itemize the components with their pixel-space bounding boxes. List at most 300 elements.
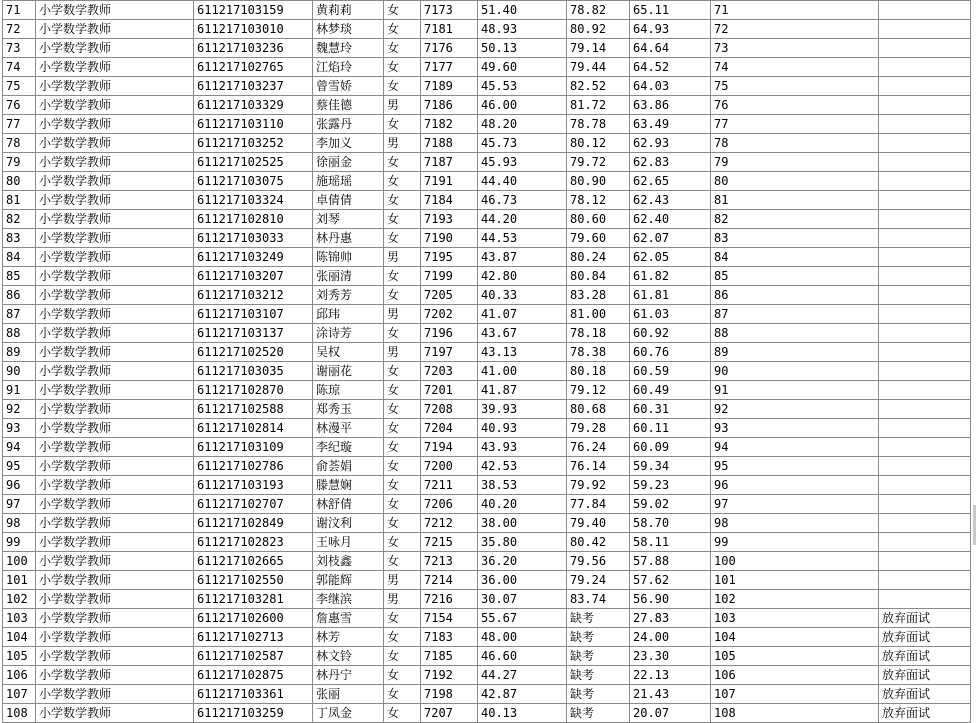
total-score-cell[interactable]: 60.92	[630, 324, 711, 343]
exam-id-cell[interactable]: 611217103252	[194, 134, 313, 153]
remark-cell[interactable]	[879, 229, 971, 248]
final-rank-cell[interactable]: 85	[711, 267, 879, 286]
written-score-cell[interactable]: 46.60	[478, 647, 567, 666]
rank-cell[interactable]: 104	[3, 628, 36, 647]
name-cell[interactable]: 詹惠雪	[313, 609, 384, 628]
name-cell[interactable]: 涂诗芳	[313, 324, 384, 343]
gender-cell[interactable]: 女	[384, 172, 421, 191]
exam-id-cell[interactable]: 611217102849	[194, 514, 313, 533]
seat-number-cell[interactable]: 7173	[421, 1, 478, 20]
total-score-cell[interactable]: 65.11	[630, 1, 711, 20]
total-score-cell[interactable]: 61.81	[630, 286, 711, 305]
remark-cell[interactable]	[879, 381, 971, 400]
gender-cell[interactable]: 女	[384, 362, 421, 381]
gender-cell[interactable]: 女	[384, 476, 421, 495]
seat-number-cell[interactable]: 7181	[421, 20, 478, 39]
name-cell[interactable]: 卓倩倩	[313, 191, 384, 210]
total-score-cell[interactable]: 60.49	[630, 381, 711, 400]
exam-id-cell[interactable]: 611217102588	[194, 400, 313, 419]
position-cell[interactable]: 小学数学教师	[36, 590, 194, 609]
interview-score-cell[interactable]: 80.42	[567, 533, 630, 552]
final-rank-cell[interactable]: 91	[711, 381, 879, 400]
name-cell[interactable]: 李加义	[313, 134, 384, 153]
final-rank-cell[interactable]: 108	[711, 704, 879, 723]
seat-number-cell[interactable]: 7213	[421, 552, 478, 571]
rank-cell[interactable]: 73	[3, 39, 36, 58]
remark-cell[interactable]: 放弃面试	[879, 704, 971, 723]
final-rank-cell[interactable]: 79	[711, 153, 879, 172]
name-cell[interactable]: 谢汶利	[313, 514, 384, 533]
written-score-cell[interactable]: 45.93	[478, 153, 567, 172]
exam-id-cell[interactable]: 611217103281	[194, 590, 313, 609]
position-cell[interactable]: 小学数学教师	[36, 495, 194, 514]
remark-cell[interactable]	[879, 324, 971, 343]
interview-score-cell[interactable]: 80.60	[567, 210, 630, 229]
interview-score-cell[interactable]: 82.52	[567, 77, 630, 96]
gender-cell[interactable]: 女	[384, 685, 421, 704]
written-score-cell[interactable]: 44.53	[478, 229, 567, 248]
total-score-cell[interactable]: 62.05	[630, 248, 711, 267]
name-cell[interactable]: 刘枝鑫	[313, 552, 384, 571]
exam-id-cell[interactable]: 611217102587	[194, 647, 313, 666]
total-score-cell[interactable]: 62.83	[630, 153, 711, 172]
gender-cell[interactable]: 女	[384, 153, 421, 172]
written-score-cell[interactable]: 35.80	[478, 533, 567, 552]
remark-cell[interactable]: 放弃面试	[879, 628, 971, 647]
remark-cell[interactable]	[879, 343, 971, 362]
exam-id-cell[interactable]: 611217102707	[194, 495, 313, 514]
rank-cell[interactable]: 98	[3, 514, 36, 533]
position-cell[interactable]: 小学数学教师	[36, 476, 194, 495]
remark-cell[interactable]	[879, 533, 971, 552]
seat-number-cell[interactable]: 7177	[421, 58, 478, 77]
seat-number-cell[interactable]: 7201	[421, 381, 478, 400]
exam-id-cell[interactable]: 611217102810	[194, 210, 313, 229]
position-cell[interactable]: 小学数学教师	[36, 115, 194, 134]
total-score-cell[interactable]: 59.23	[630, 476, 711, 495]
exam-id-cell[interactable]: 611217103237	[194, 77, 313, 96]
final-rank-cell[interactable]: 82	[711, 210, 879, 229]
exam-id-cell[interactable]: 611217102786	[194, 457, 313, 476]
written-score-cell[interactable]: 43.93	[478, 438, 567, 457]
total-score-cell[interactable]: 57.62	[630, 571, 711, 590]
name-cell[interactable]: 张露丹	[313, 115, 384, 134]
interview-score-cell[interactable]: 缺考	[567, 666, 630, 685]
final-rank-cell[interactable]: 80	[711, 172, 879, 191]
exam-id-cell[interactable]: 611217103137	[194, 324, 313, 343]
rank-cell[interactable]: 75	[3, 77, 36, 96]
seat-number-cell[interactable]: 7183	[421, 628, 478, 647]
name-cell[interactable]: 李纪璇	[313, 438, 384, 457]
interview-score-cell[interactable]: 79.44	[567, 58, 630, 77]
written-score-cell[interactable]: 41.87	[478, 381, 567, 400]
position-cell[interactable]: 小学数学教师	[36, 210, 194, 229]
rank-cell[interactable]: 93	[3, 419, 36, 438]
final-rank-cell[interactable]: 95	[711, 457, 879, 476]
written-score-cell[interactable]: 36.20	[478, 552, 567, 571]
interview-score-cell[interactable]: 79.14	[567, 39, 630, 58]
remark-cell[interactable]	[879, 96, 971, 115]
name-cell[interactable]: 陈琼	[313, 381, 384, 400]
exam-id-cell[interactable]: 611217102525	[194, 153, 313, 172]
final-rank-cell[interactable]: 93	[711, 419, 879, 438]
rank-cell[interactable]: 99	[3, 533, 36, 552]
name-cell[interactable]: 吴权	[313, 343, 384, 362]
seat-number-cell[interactable]: 7186	[421, 96, 478, 115]
seat-number-cell[interactable]: 7206	[421, 495, 478, 514]
total-score-cell[interactable]: 56.90	[630, 590, 711, 609]
seat-number-cell[interactable]: 7194	[421, 438, 478, 457]
seat-number-cell[interactable]: 7184	[421, 191, 478, 210]
written-score-cell[interactable]: 51.40	[478, 1, 567, 20]
rank-cell[interactable]: 77	[3, 115, 36, 134]
gender-cell[interactable]: 女	[384, 609, 421, 628]
seat-number-cell[interactable]: 7207	[421, 704, 478, 723]
position-cell[interactable]: 小学数学教师	[36, 77, 194, 96]
final-rank-cell[interactable]: 76	[711, 96, 879, 115]
exam-id-cell[interactable]: 611217103033	[194, 229, 313, 248]
interview-score-cell[interactable]: 80.18	[567, 362, 630, 381]
final-rank-cell[interactable]: 104	[711, 628, 879, 647]
position-cell[interactable]: 小学数学教师	[36, 381, 194, 400]
interview-score-cell[interactable]: 80.84	[567, 267, 630, 286]
name-cell[interactable]: 谢丽花	[313, 362, 384, 381]
gender-cell[interactable]: 男	[384, 134, 421, 153]
total-score-cell[interactable]: 23.30	[630, 647, 711, 666]
gender-cell[interactable]: 女	[384, 324, 421, 343]
interview-score-cell[interactable]: 83.74	[567, 590, 630, 609]
rank-cell[interactable]: 100	[3, 552, 36, 571]
name-cell[interactable]: 林芳	[313, 628, 384, 647]
written-score-cell[interactable]: 48.00	[478, 628, 567, 647]
rank-cell[interactable]: 107	[3, 685, 36, 704]
seat-number-cell[interactable]: 7196	[421, 324, 478, 343]
remark-cell[interactable]	[879, 514, 971, 533]
final-rank-cell[interactable]: 89	[711, 343, 879, 362]
interview-score-cell[interactable]: 80.90	[567, 172, 630, 191]
exam-id-cell[interactable]: 611217102600	[194, 609, 313, 628]
position-cell[interactable]: 小学数学教师	[36, 39, 194, 58]
exam-id-cell[interactable]: 611217102823	[194, 533, 313, 552]
exam-id-cell[interactable]: 611217103159	[194, 1, 313, 20]
seat-number-cell[interactable]: 7188	[421, 134, 478, 153]
final-rank-cell[interactable]: 107	[711, 685, 879, 704]
final-rank-cell[interactable]: 86	[711, 286, 879, 305]
name-cell[interactable]: 曾雪娇	[313, 77, 384, 96]
position-cell[interactable]: 小学数学教师	[36, 153, 194, 172]
remark-cell[interactable]	[879, 362, 971, 381]
remark-cell[interactable]: 放弃面试	[879, 666, 971, 685]
written-score-cell[interactable]: 38.00	[478, 514, 567, 533]
name-cell[interactable]: 魏慧玲	[313, 39, 384, 58]
name-cell[interactable]: 刘琴	[313, 210, 384, 229]
interview-score-cell[interactable]: 79.72	[567, 153, 630, 172]
seat-number-cell[interactable]: 7193	[421, 210, 478, 229]
name-cell[interactable]: 黄莉莉	[313, 1, 384, 20]
position-cell[interactable]: 小学数学教师	[36, 438, 194, 457]
remark-cell[interactable]	[879, 495, 971, 514]
interview-score-cell[interactable]: 79.92	[567, 476, 630, 495]
exam-id-cell[interactable]: 611217103109	[194, 438, 313, 457]
total-score-cell[interactable]: 59.02	[630, 495, 711, 514]
seat-number-cell[interactable]: 7191	[421, 172, 478, 191]
gender-cell[interactable]: 女	[384, 39, 421, 58]
gender-cell[interactable]: 女	[384, 400, 421, 419]
gender-cell[interactable]: 女	[384, 286, 421, 305]
written-score-cell[interactable]: 50.13	[478, 39, 567, 58]
written-score-cell[interactable]: 40.13	[478, 704, 567, 723]
rank-cell[interactable]: 90	[3, 362, 36, 381]
name-cell[interactable]: 徐丽金	[313, 153, 384, 172]
total-score-cell[interactable]: 22.13	[630, 666, 711, 685]
interview-score-cell[interactable]: 79.40	[567, 514, 630, 533]
exam-id-cell[interactable]: 611217103249	[194, 248, 313, 267]
total-score-cell[interactable]: 62.43	[630, 191, 711, 210]
final-rank-cell[interactable]: 78	[711, 134, 879, 153]
remark-cell[interactable]: 放弃面试	[879, 609, 971, 628]
seat-number-cell[interactable]: 7214	[421, 571, 478, 590]
gender-cell[interactable]: 女	[384, 58, 421, 77]
total-score-cell[interactable]: 60.76	[630, 343, 711, 362]
total-score-cell[interactable]: 62.65	[630, 172, 711, 191]
total-score-cell[interactable]: 63.86	[630, 96, 711, 115]
name-cell[interactable]: 江焰玲	[313, 58, 384, 77]
seat-number-cell[interactable]: 7204	[421, 419, 478, 438]
rank-cell[interactable]: 92	[3, 400, 36, 419]
gender-cell[interactable]: 女	[384, 381, 421, 400]
seat-number-cell[interactable]: 7211	[421, 476, 478, 495]
written-score-cell[interactable]: 55.67	[478, 609, 567, 628]
name-cell[interactable]: 李继滨	[313, 590, 384, 609]
name-cell[interactable]: 俞荟娟	[313, 457, 384, 476]
position-cell[interactable]: 小学数学教师	[36, 457, 194, 476]
rank-cell[interactable]: 86	[3, 286, 36, 305]
name-cell[interactable]: 林丹惠	[313, 229, 384, 248]
gender-cell[interactable]: 男	[384, 343, 421, 362]
written-score-cell[interactable]: 48.20	[478, 115, 567, 134]
written-score-cell[interactable]: 44.40	[478, 172, 567, 191]
seat-number-cell[interactable]: 7154	[421, 609, 478, 628]
remark-cell[interactable]	[879, 571, 971, 590]
gender-cell[interactable]: 女	[384, 628, 421, 647]
position-cell[interactable]: 小学数学教师	[36, 571, 194, 590]
interview-score-cell[interactable]: 缺考	[567, 647, 630, 666]
final-rank-cell[interactable]: 81	[711, 191, 879, 210]
gender-cell[interactable]: 女	[384, 438, 421, 457]
remark-cell[interactable]	[879, 39, 971, 58]
rank-cell[interactable]: 87	[3, 305, 36, 324]
final-rank-cell[interactable]: 97	[711, 495, 879, 514]
final-rank-cell[interactable]: 90	[711, 362, 879, 381]
interview-score-cell[interactable]: 80.12	[567, 134, 630, 153]
written-score-cell[interactable]: 39.93	[478, 400, 567, 419]
interview-score-cell[interactable]: 76.24	[567, 438, 630, 457]
gender-cell[interactable]: 女	[384, 191, 421, 210]
total-score-cell[interactable]: 60.59	[630, 362, 711, 381]
interview-score-cell[interactable]: 76.14	[567, 457, 630, 476]
rank-cell[interactable]: 88	[3, 324, 36, 343]
rank-cell[interactable]: 71	[3, 1, 36, 20]
seat-number-cell[interactable]: 7185	[421, 647, 478, 666]
written-score-cell[interactable]: 43.67	[478, 324, 567, 343]
remark-cell[interactable]	[879, 210, 971, 229]
total-score-cell[interactable]: 64.52	[630, 58, 711, 77]
seat-number-cell[interactable]: 7187	[421, 153, 478, 172]
gender-cell[interactable]: 女	[384, 647, 421, 666]
rank-cell[interactable]: 102	[3, 590, 36, 609]
seat-number-cell[interactable]: 7199	[421, 267, 478, 286]
remark-cell[interactable]	[879, 1, 971, 20]
exam-id-cell[interactable]: 611217102550	[194, 571, 313, 590]
interview-score-cell[interactable]: 缺考	[567, 685, 630, 704]
name-cell[interactable]: 施瑶瑶	[313, 172, 384, 191]
gender-cell[interactable]: 女	[384, 666, 421, 685]
remark-cell[interactable]	[879, 400, 971, 419]
position-cell[interactable]: 小学数学教师	[36, 609, 194, 628]
position-cell[interactable]: 小学数学教师	[36, 704, 194, 723]
rank-cell[interactable]: 84	[3, 248, 36, 267]
remark-cell[interactable]	[879, 457, 971, 476]
final-rank-cell[interactable]: 77	[711, 115, 879, 134]
interview-score-cell[interactable]: 缺考	[567, 704, 630, 723]
rank-cell[interactable]: 91	[3, 381, 36, 400]
remark-cell[interactable]	[879, 590, 971, 609]
remark-cell[interactable]: 放弃面试	[879, 685, 971, 704]
seat-number-cell[interactable]: 7215	[421, 533, 478, 552]
final-rank-cell[interactable]: 72	[711, 20, 879, 39]
remark-cell[interactable]	[879, 153, 971, 172]
position-cell[interactable]: 小学数学教师	[36, 628, 194, 647]
exam-id-cell[interactable]: 611217103075	[194, 172, 313, 191]
name-cell[interactable]: 滕慧娴	[313, 476, 384, 495]
remark-cell[interactable]	[879, 20, 971, 39]
total-score-cell[interactable]: 62.93	[630, 134, 711, 153]
remark-cell[interactable]	[879, 267, 971, 286]
exam-id-cell[interactable]: 611217103259	[194, 704, 313, 723]
written-score-cell[interactable]: 43.87	[478, 248, 567, 267]
exam-id-cell[interactable]: 611217103193	[194, 476, 313, 495]
remark-cell[interactable]	[879, 419, 971, 438]
position-cell[interactable]: 小学数学教师	[36, 286, 194, 305]
rank-cell[interactable]: 72	[3, 20, 36, 39]
total-score-cell[interactable]: 62.40	[630, 210, 711, 229]
exam-id-cell[interactable]: 611217102870	[194, 381, 313, 400]
interview-score-cell[interactable]: 81.00	[567, 305, 630, 324]
interview-score-cell[interactable]: 79.12	[567, 381, 630, 400]
interview-score-cell[interactable]: 79.24	[567, 571, 630, 590]
name-cell[interactable]: 林漫平	[313, 419, 384, 438]
name-cell[interactable]: 王咏月	[313, 533, 384, 552]
written-score-cell[interactable]: 38.53	[478, 476, 567, 495]
position-cell[interactable]: 小学数学教师	[36, 248, 194, 267]
rank-cell[interactable]: 96	[3, 476, 36, 495]
name-cell[interactable]: 郭能辉	[313, 571, 384, 590]
position-cell[interactable]: 小学数学教师	[36, 343, 194, 362]
seat-number-cell[interactable]: 7182	[421, 115, 478, 134]
written-score-cell[interactable]: 43.13	[478, 343, 567, 362]
gender-cell[interactable]: 男	[384, 96, 421, 115]
name-cell[interactable]: 张丽清	[313, 267, 384, 286]
interview-score-cell[interactable]: 78.38	[567, 343, 630, 362]
final-rank-cell[interactable]: 74	[711, 58, 879, 77]
final-rank-cell[interactable]: 71	[711, 1, 879, 20]
name-cell[interactable]: 陈锦帅	[313, 248, 384, 267]
written-score-cell[interactable]: 42.53	[478, 457, 567, 476]
position-cell[interactable]: 小学数学教师	[36, 172, 194, 191]
rank-cell[interactable]: 74	[3, 58, 36, 77]
exam-id-cell[interactable]: 611217103207	[194, 267, 313, 286]
exam-id-cell[interactable]: 611217102765	[194, 58, 313, 77]
seat-number-cell[interactable]: 7176	[421, 39, 478, 58]
name-cell[interactable]: 刘秀芳	[313, 286, 384, 305]
rank-cell[interactable]: 79	[3, 153, 36, 172]
rank-cell[interactable]: 103	[3, 609, 36, 628]
position-cell[interactable]: 小学数学教师	[36, 96, 194, 115]
rank-cell[interactable]: 76	[3, 96, 36, 115]
interview-score-cell[interactable]: 缺考	[567, 628, 630, 647]
total-score-cell[interactable]: 60.09	[630, 438, 711, 457]
final-rank-cell[interactable]: 94	[711, 438, 879, 457]
seat-number-cell[interactable]: 7198	[421, 685, 478, 704]
interview-score-cell[interactable]: 78.12	[567, 191, 630, 210]
seat-number-cell[interactable]: 7205	[421, 286, 478, 305]
final-rank-cell[interactable]: 105	[711, 647, 879, 666]
written-score-cell[interactable]: 40.20	[478, 495, 567, 514]
rank-cell[interactable]: 81	[3, 191, 36, 210]
exam-id-cell[interactable]: 611217103010	[194, 20, 313, 39]
written-score-cell[interactable]: 42.80	[478, 267, 567, 286]
final-rank-cell[interactable]: 106	[711, 666, 879, 685]
remark-cell[interactable]	[879, 438, 971, 457]
position-cell[interactable]: 小学数学教师	[36, 20, 194, 39]
total-score-cell[interactable]: 64.93	[630, 20, 711, 39]
total-score-cell[interactable]: 24.00	[630, 628, 711, 647]
position-cell[interactable]: 小学数学教师	[36, 134, 194, 153]
position-cell[interactable]: 小学数学教师	[36, 305, 194, 324]
written-score-cell[interactable]: 30.07	[478, 590, 567, 609]
total-score-cell[interactable]: 61.82	[630, 267, 711, 286]
exam-id-cell[interactable]: 611217103361	[194, 685, 313, 704]
position-cell[interactable]: 小学数学教师	[36, 400, 194, 419]
gender-cell[interactable]: 女	[384, 495, 421, 514]
gender-cell[interactable]: 女	[384, 514, 421, 533]
remark-cell[interactable]	[879, 305, 971, 324]
final-rank-cell[interactable]: 75	[711, 77, 879, 96]
gender-cell[interactable]: 女	[384, 267, 421, 286]
rank-cell[interactable]: 108	[3, 704, 36, 723]
rank-cell[interactable]: 80	[3, 172, 36, 191]
gender-cell[interactable]: 女	[384, 77, 421, 96]
name-cell[interactable]: 丁凤金	[313, 704, 384, 723]
remark-cell[interactable]	[879, 191, 971, 210]
total-score-cell[interactable]: 27.83	[630, 609, 711, 628]
remark-cell[interactable]: 放弃面试	[879, 647, 971, 666]
gender-cell[interactable]: 女	[384, 533, 421, 552]
seat-number-cell[interactable]: 7190	[421, 229, 478, 248]
position-cell[interactable]: 小学数学教师	[36, 229, 194, 248]
exam-id-cell[interactable]: 611217103212	[194, 286, 313, 305]
exam-id-cell[interactable]: 611217103236	[194, 39, 313, 58]
exam-id-cell[interactable]: 611217103329	[194, 96, 313, 115]
remark-cell[interactable]	[879, 172, 971, 191]
written-score-cell[interactable]: 41.07	[478, 305, 567, 324]
remark-cell[interactable]	[879, 286, 971, 305]
final-rank-cell[interactable]: 98	[711, 514, 879, 533]
gender-cell[interactable]: 女	[384, 115, 421, 134]
interview-score-cell[interactable]: 79.56	[567, 552, 630, 571]
exam-id-cell[interactable]: 611217103107	[194, 305, 313, 324]
final-rank-cell[interactable]: 88	[711, 324, 879, 343]
